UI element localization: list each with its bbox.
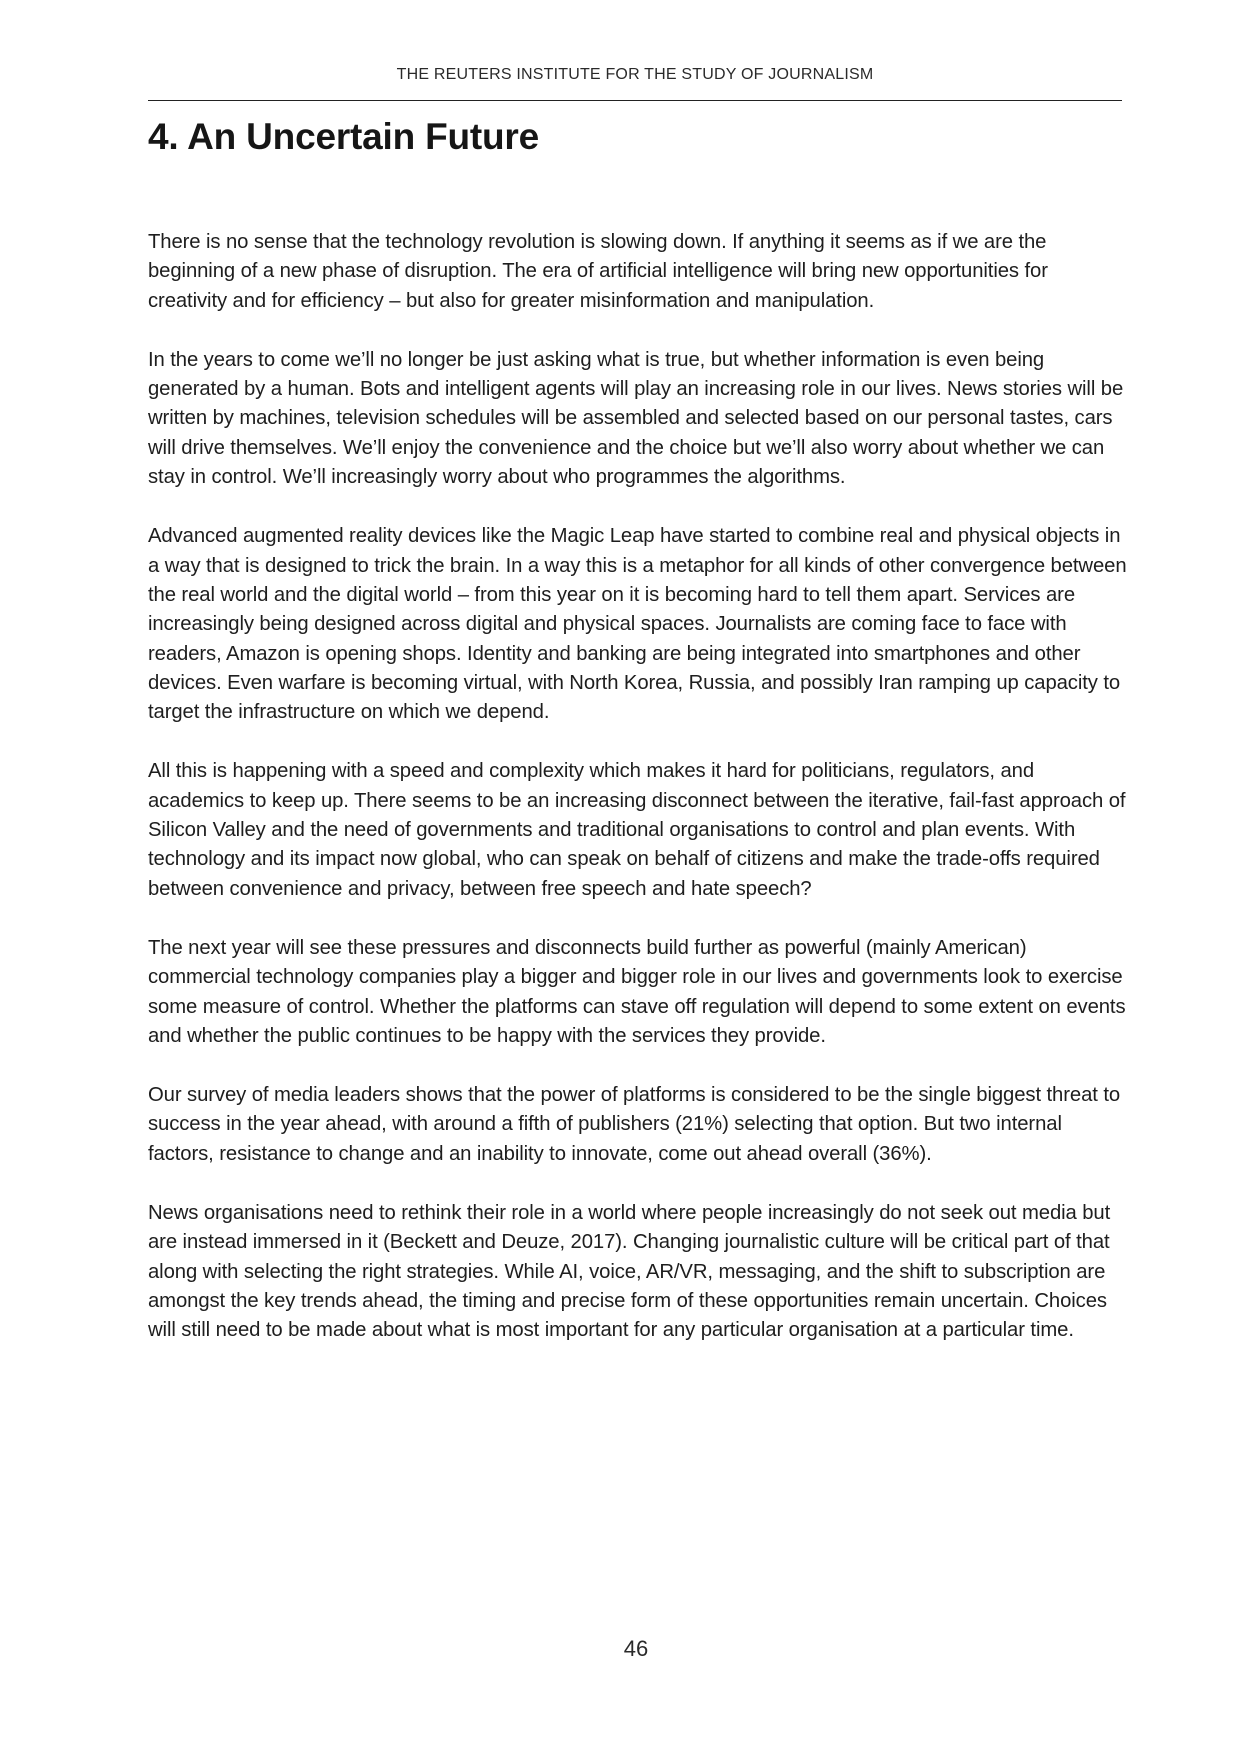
running-header: THE REUTERS INSTITUTE FOR THE STUDY OF JOURNALISM	[396, 66, 874, 83]
paragraph: Our survey of media leaders shows that the power of platforms is considered to be the single biggest threat to success in the year ahead, with around a fifth of publishers (21%) selecting that option. But two internal factors, resistance to change and an inability to innovate, come out ahead overall (36%).	[148, 1084, 1121, 1165]
paragraph: Advanced augmented reality devices like the Magic Leap have started to combine real and physical objects in a way that is designed to trick the brain. In a way this is a metaphor for all kinds of other convergence between the real world and the digital world – from this year on it is becoming hard to tell them apart. Services are increasingly being designed across digital and physical spaces. Journalists are coming face to face with readers, Amazon is opening shops. Identity and banking are being integrated into smartphones and other devices. Even warfare is becoming virtual, with North Korea, Russia, and possibly Iran ramping up capacity to target the infrastructure on which we depend.	[148, 525, 1127, 724]
paragraph: All this is happening with a speed and complexity which makes it hard for politicians, regulators, and academics to keep up. There seems to be an increasing disconnect between the iterative, fail-fast approach of Silicon Valley and the need of governments and traditional organisations to control and plan events. With technology and its impact now global, who can speak on behalf of citizens and make the trade-offs required between convenience and privacy, between free speech and hate speech?	[148, 760, 1126, 900]
paragraph: In the years to come we’ll no longer be just asking what is true, but whether information is even being generated by a human. Bots and intelligent agents will play an increasing role in our lives. News stories will be written by machines, television schedules will be assembled and selected based on our personal tastes, cars will drive themselves. We’ll enjoy the convenience and the choice but we’ll also worry about whether we can stay in control. We’ll increasingly worry about who programmes the algorithms.	[148, 348, 1124, 489]
paragraph: The next year will see these pressures and disconnects build further as powerful (mainly American) commercial technology companies play a bigger and bigger role in our lives and governments look to exercise some measure of control. Whether the platforms can stave off regulation will depend to some extent on events and whether the public continues to be happy with the services they provide.	[148, 936, 1126, 1047]
paragraph: News organisations need to rethink their role in a world where people increasingly do not seek out media but are instead immersed in it (Beckett and Deuze, 2017). Changing journalistic culture will be critical part of that along with selecting the right strategies. While AI, voice, AR/VR, messaging, and the shift to subscription are amongst the key trends ahead, the timing and precise form of these opportunities remain uncertain. Choices will still need to be made about what is most important for any particular organisation at a particular time.	[148, 1202, 1111, 1342]
page-number: 46	[623, 1636, 649, 1661]
paragraph: There is no sense that the technology revolution is slowing down. If anything it seems as if we are the beginning of a new phase of disruption. The era of artificial intelligence will bring new opportunities for creativity and for efficiency – but also for greater misinformation and manipulation.	[148, 231, 1048, 312]
chapter-title: 4. An Uncertain Future	[148, 116, 540, 157]
body-text	[148, 228, 1128, 1376]
header-divider	[148, 100, 1122, 101]
